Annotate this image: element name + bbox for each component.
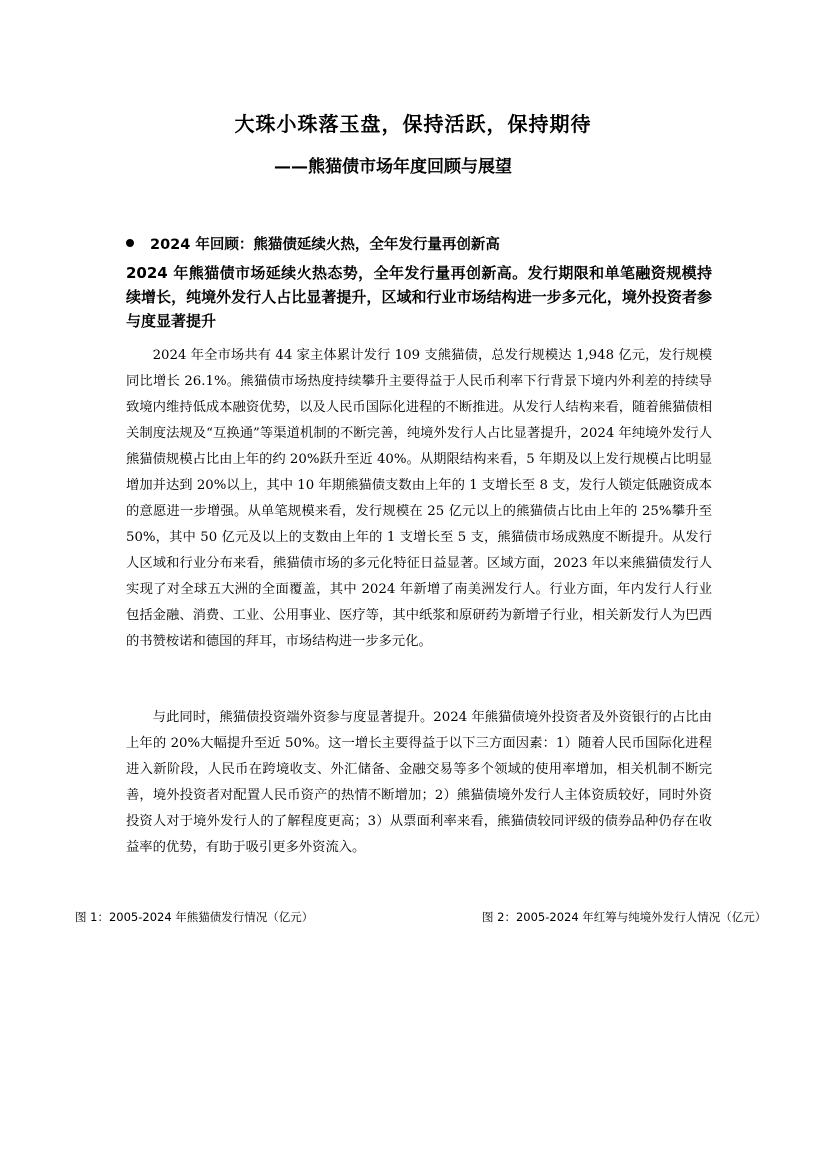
document-subtitle: ——熊猫债市场年度回顾与展望 — [274, 157, 512, 177]
body-paragraph-1: 2024 年全市场共有 44 家主体累计发行 109 支熊猫债，总发行规模达 1,948 亿元，发行规模同比增长 26.1%。熊猫债市场热度持续攀升主要得益于人民币利率下行背景下境内外利差的持续导致境内维持低成本融资优势，以及人民币国际化进程的不断推进。从发行人结构来看，随着熊猫债相关制度法规及“互换通”等渠道机制的不断完善，纯境外发行人占比显著提升，2024 年纯境外发行人熊猫债规模占比由上年的约 20%跃升至近 40%。从期限结构来看，5 年期及以上发行规模占比明显增加并达到 20%以上，其中 10 年期熊猫债支数由上年的 1 支增长至 8 支，发行人锁定低融资成本的意愿进一步增强。从单笔规模来看，发行规模在 25 亿元以上的熊猫债占比由上年的 25%攀升至 50%，其中 50 亿元及以上的支数由上年的 1 支增长至 5 支，熊猫债市场成熟度不断提升。从发行人区域和行业分布来看，熊猫债市场的多元化特征日益显著。区域方面，2023 年以来熊猫债发行人实现了对全球五大洲的全面覆盖，其中 2024 年新增了南美洲发行人。行业方面，年内发行人行业包括金融、消费、工业、公用事业、医疗等，其中纸浆和原研药为新增子行业，相关新发行人为巴西的书赞桉诺和德国的拜耳，市场结构进一步多元化。 — [126, 348, 712, 649]
summary-paragraph: 2024 年熊猫债市场延续火热态势，全年发行量再创新高。发行期限和单笔融资规模持续增长，纯境外发行人占比显著提升，区域和行业市场结构进一步多元化，境外投资者参与度显著提升 — [126, 264, 712, 330]
figure-caption-1: 图 1：2005-2024 年熊猫债发行情况（亿元） — [75, 910, 314, 924]
document-title: 大珠小珠落玉盘，保持活跃，保持期待 — [234, 112, 592, 136]
section-heading-text: 2024 年回顾：熊猫债延续火热，全年发行量再创新高 — [150, 237, 500, 253]
figure-caption-2: 图 2：2005-2024 年红筹与纯境外发行人情况（亿元） — [482, 910, 767, 924]
body-paragraph-2: 与此同时，熊猫债投资端外资参与度显著提升。2024 年熊猫债境外投资者及外资银行的占比由上年的 20%大幅提升至近 50%。这一增长主要得益于以下三方面因素：1）随着人民币国际化进程进入新阶段，人民币在跨境收支、外汇储备、金融交易等多个领域的使用率增加，相关机制不断完善，境外投资者对配置人民币资产的热情不断增加；2）熊猫债境外发行人主体资质较好，同时外资投资人对于境外发行人的了解程度更高；3）从票面利率来看，熊猫债较同评级的债券品种仍存在收益率的优势，有助于吸引更多外资流入。 — [126, 710, 712, 855]
bullet-icon — [126, 239, 134, 247]
section-heading — [126, 233, 500, 254]
